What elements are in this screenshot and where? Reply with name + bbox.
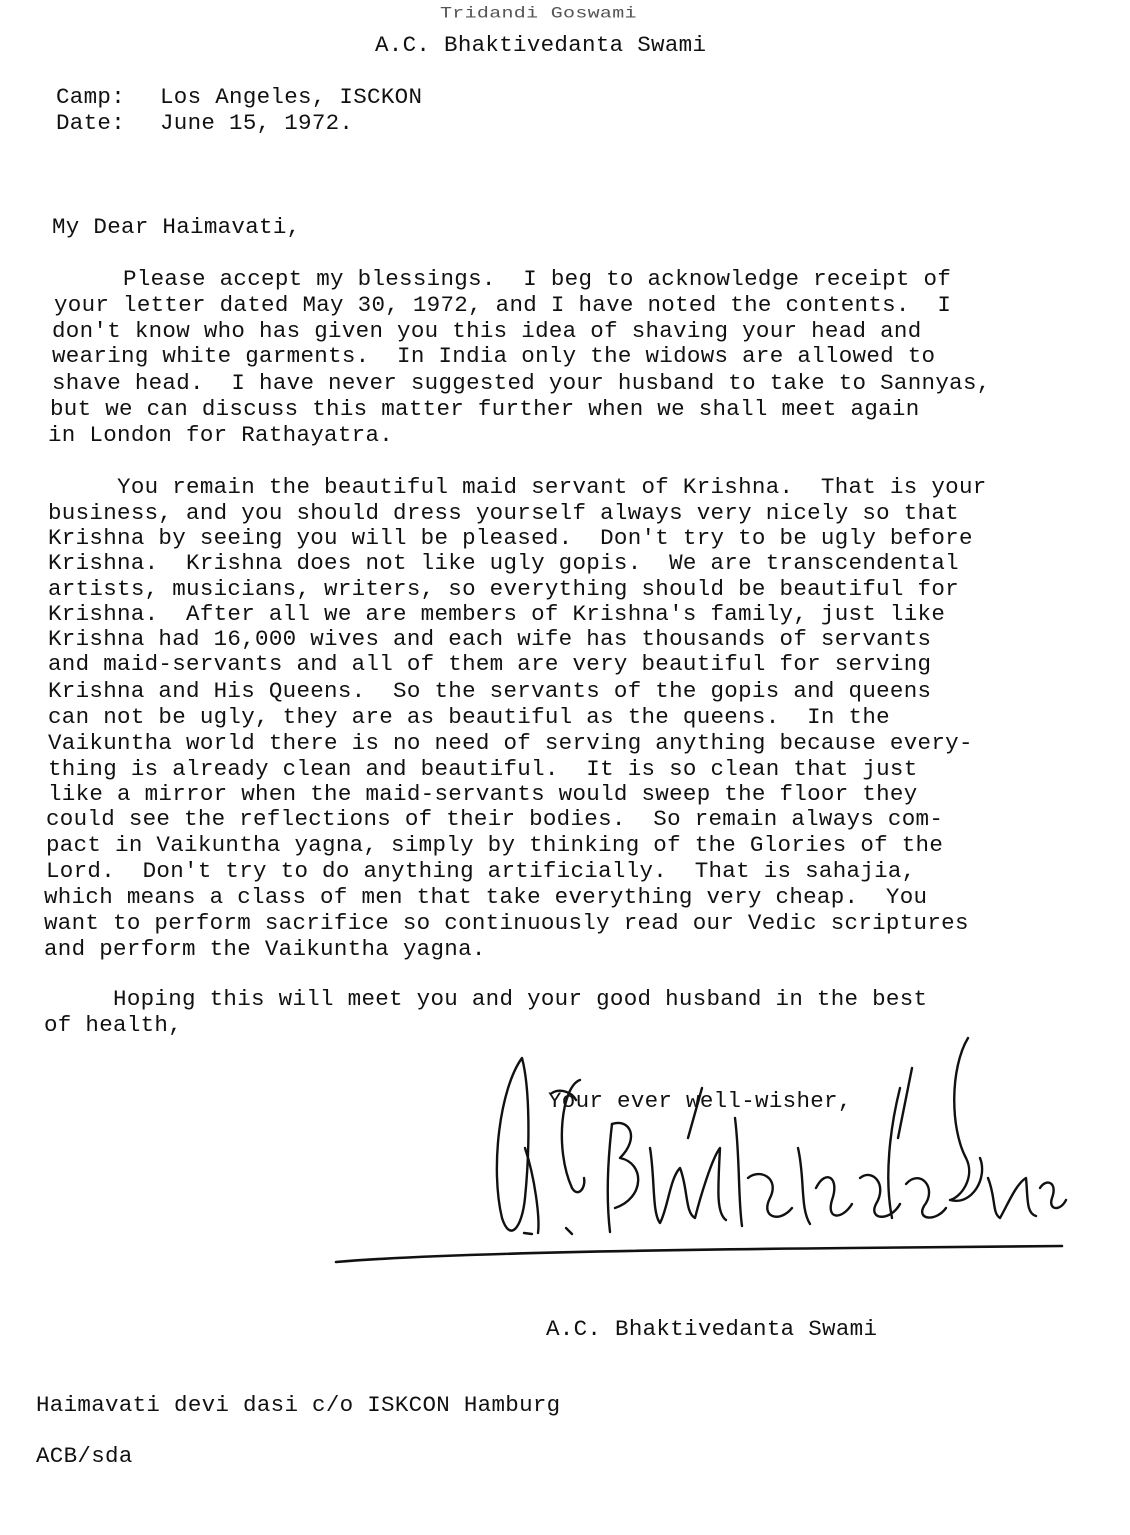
date-label: Date: xyxy=(56,110,126,136)
paragraph-line: of health, xyxy=(44,1012,183,1038)
paragraph-line: could see the reflections of their bodies. So remain always com- xyxy=(46,806,944,832)
paragraph-line: and maid-servants and all of them are very beautiful for serving xyxy=(48,651,932,677)
paragraph-line: can not be ugly, they are as beautiful as the queens. In the xyxy=(48,704,890,730)
paragraph-line: which means a class of men that take everything very cheap. You xyxy=(44,884,928,910)
paragraph-line: business, and you should dress yourself always very nicely so that xyxy=(48,500,959,526)
paragraph-line: Krishna had 16,000 wives and each wife has thousands of servants xyxy=(48,626,932,652)
recipient: Haimavati devi dasi c/o ISKCON Hamburg xyxy=(36,1392,561,1418)
letterhead-title: Tridandi Goswami xyxy=(440,4,637,24)
paragraph-line: wearing white garments. In India only the widows are allowed to xyxy=(52,343,936,369)
paragraph-line: like a mirror when the maid-servants would sweep the floor they xyxy=(48,781,918,807)
paragraph-line: but we can discuss this matter further when we shall meet again xyxy=(50,396,920,422)
paragraph-line: thing is already clean and beautiful. It is so clean that just xyxy=(48,756,918,782)
paragraph-line: Please accept my blessings. I beg to acknowledge receipt of xyxy=(54,266,952,292)
paragraph-line: don't know who has given you this idea of shaving your head and xyxy=(52,318,922,344)
signature-underline xyxy=(330,1236,1070,1276)
reference: ACB/sda xyxy=(36,1443,133,1469)
paragraph-line: pact in Vaikuntha yagna, simply by thinking of the Glories of the xyxy=(46,832,944,858)
paragraph-line: Krishna and His Queens. So the servants of the gopis and queens xyxy=(48,678,932,704)
paragraph-line: want to perform sacrifice so continuously read our Vedic scriptures xyxy=(44,910,969,936)
paragraph-line: in London for Rathayatra. xyxy=(48,422,394,448)
paragraph-line: Hoping this will meet you and your good husband in the best xyxy=(44,986,928,1012)
paragraph-line: Krishna. Krishna does not like ugly gopis. We are transcendental xyxy=(48,550,959,576)
camp-value: Los Angeles, ISCKON xyxy=(160,84,423,110)
signer-name: A.C. Bhaktivedanta Swami xyxy=(546,1316,878,1342)
paragraph-line: and perform the Vaikuntha yagna. xyxy=(44,936,486,962)
paragraph-line: Krishna. After all we are members of Krishna's family, just like xyxy=(48,601,946,627)
letterhead-name: A.C. Bhaktivedanta Swami xyxy=(375,32,707,58)
paragraph-line: Krishna by seeing you will be pleased. Don't try to be ugly before xyxy=(48,525,973,551)
camp-label: Camp: xyxy=(56,84,126,110)
paragraph-line: artists, musicians, writers, so everything should be beautiful for xyxy=(48,576,959,602)
paragraph-line: Vaikuntha world there is no need of serving anything because every- xyxy=(48,730,973,756)
closing: Your ever well-wisher, xyxy=(548,1088,852,1114)
date-value: June 15, 1972. xyxy=(160,110,354,136)
salutation: My Dear Haimavati, xyxy=(52,214,301,240)
paragraph-line: You remain the beautiful maid servant of Krishna. That is your xyxy=(48,474,987,500)
paragraph-line: Lord. Don't try to do anything artificially. That is sahajia, xyxy=(46,858,916,884)
paragraph-line: your letter dated May 30, 1972, and I have noted the contents. I xyxy=(54,292,952,318)
paragraph-line: shave head. I have never suggested your husband to take to Sannyas, xyxy=(52,370,991,396)
